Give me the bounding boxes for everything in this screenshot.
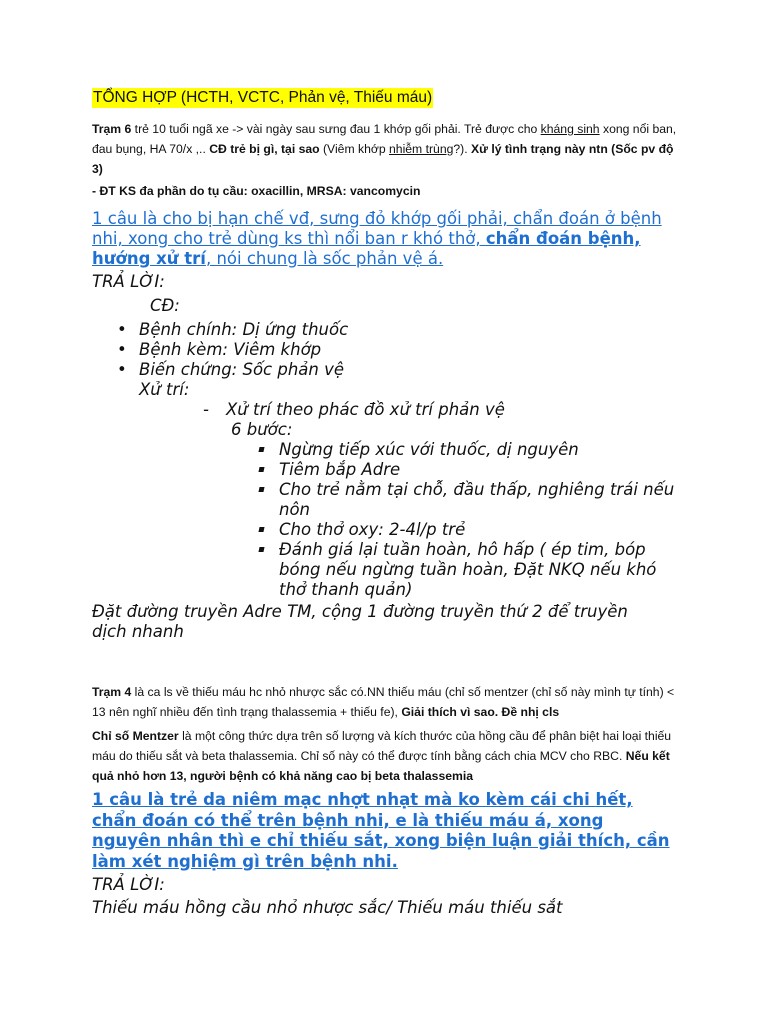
text-span: Xử trí theo phác đồ xử trí phản vệ <box>226 400 505 419</box>
text-span: Cho thở oxy: 2-4l/p trẻ <box>279 520 466 539</box>
list-item: • Biến chứng: Sốc phản vệ <box>117 360 345 379</box>
text-span: Bệnh chính: Dị ứng thuốc <box>139 320 349 339</box>
text-span: Ngừng tiếp xúc với thuốc, dị nguyên <box>279 440 579 459</box>
document-title: TỔNG HỢP (HCTH, VCTC, Phản vệ, Thiếu máu) <box>93 89 433 106</box>
station-6-paragraph <box>92 119 682 179</box>
text-span: (Viêm khớp <box>319 142 390 156</box>
station-4-paragraph <box>92 682 677 722</box>
text-span: Giải thích vì sao. Đề nhị cls <box>401 705 560 719</box>
text-span: CĐ trẻ bị gì, tại sao <box>209 142 320 156</box>
diagnosis-list <box>117 320 679 380</box>
text-span: Xử lý tình trạng này ntn (Sốc pv độ 3) <box>92 142 674 176</box>
list-item <box>279 460 679 480</box>
text-span: chẩn đoán bệnh, hướng xử trí <box>92 229 641 268</box>
station-6-label: Trạm 6 <box>92 122 132 136</box>
text-span: xong nổi ban, đau bụng, HA 70/x ,.. <box>92 122 677 156</box>
list-item: • Bệnh chính: Dị ứng thuốc <box>117 320 349 339</box>
text-span: Bệnh kèm: Viêm khớp <box>139 340 322 359</box>
text-span: nhiễm trùng <box>389 142 454 156</box>
text-span: Đánh giá lại tuần hoàn, hô hấp ( ép tim, bóp bóng nếu ngừng tuần hoàn, Đặt NKQ nếu khó thở thanh quản) <box>279 540 657 599</box>
question-2: 1 câu là trẻ da niêm mạc nhợt nhạt mà ko kèm cái chi hết, chẩn đoán có thể trên bệnh nhi, e là thiếu máu á, xong nguyên nhân thì e chỉ thiếu sắt, xong biện luận giải thích, cần làm xét nghiệm gì trên bệnh nhi. <box>92 790 670 871</box>
answer-2: Thiếu máu hồng cầu nhỏ nhược sắc/ Thiếu máu thiếu sắt <box>92 898 563 917</box>
text-span: là ca ls về thiếu máu hc nhỏ nhược sắc có.NN thiếu máu (chỉ số mentzer (chỉ số này mình tự tính) < 13 nên nghĩ nhiều đến tình trạng thalassemia + thiếu fe), <box>92 685 675 719</box>
text-span: ?). <box>453 142 471 156</box>
text-span: Tiêm bắp Adre <box>279 460 401 479</box>
dash-marker: - <box>203 400 209 419</box>
mentzer-paragraph <box>92 726 677 786</box>
steps-list <box>279 440 679 600</box>
text-span: Chỉ số Mentzer <box>92 729 179 743</box>
question-1 <box>92 209 677 269</box>
list-item <box>279 480 679 520</box>
text-span: Cho trẻ nằm tại chỗ, đầu thấp, nghiêng trái nếu nôn <box>279 480 675 519</box>
text-span: 1 câu là cho bị hạn chế vđ, sưng đỏ khớp gối phải, chẩn đoán ở bệnh nhi, xong cho trẻ dùng ks thì nổi ban r khó thở, <box>92 209 662 248</box>
list-item: • Bệnh kèm: Viêm khớp <box>117 340 322 359</box>
text-span: , nói chung là sốc phản vệ á. <box>205 249 444 268</box>
answer-label-2: TRẢ LỜI: <box>92 875 165 894</box>
station-4-label: Trạm 4 <box>92 685 132 699</box>
text-span: trẻ 10 tuổi ngã xe -> vài ngày sau sưng đau 1 khớp gối phải. Trẻ được cho <box>131 122 541 136</box>
final-treatment-note: Đặt đường truyền Adre TM, cộng 1 đường truyền thứ 2 để truyền dịch nhanh <box>92 602 628 641</box>
text-span: Nếu kết quả nhỏ hơn 13, người bệnh có khả năng cao bị beta thalassemia <box>92 749 670 783</box>
treatment-label: Xử trí: <box>139 380 190 399</box>
text-span: là một công thức dựa trên số lượng và kích thước của hồng cầu để phân biệt hai loại thiếu máu do thiếu sắt và beta thalassemia. Chỉ số này có thể được tính bằng cách chia MCV cho RBC. <box>92 729 672 763</box>
list-item <box>279 540 679 600</box>
text-span: Biến chứng: Sốc phản vệ <box>139 360 345 379</box>
diagnosis-label: CĐ: <box>150 296 180 315</box>
list-item <box>279 520 679 540</box>
steps-label: 6 bước: <box>231 420 293 439</box>
text-span: kháng sinh <box>540 122 600 136</box>
list-item <box>279 440 679 460</box>
answer-label-1: TRẢ LỜI: <box>92 272 165 291</box>
antibiotic-note: - ĐT KS đa phần do tụ cầu: oxacillin, MRSA: vancomycin <box>92 184 421 198</box>
